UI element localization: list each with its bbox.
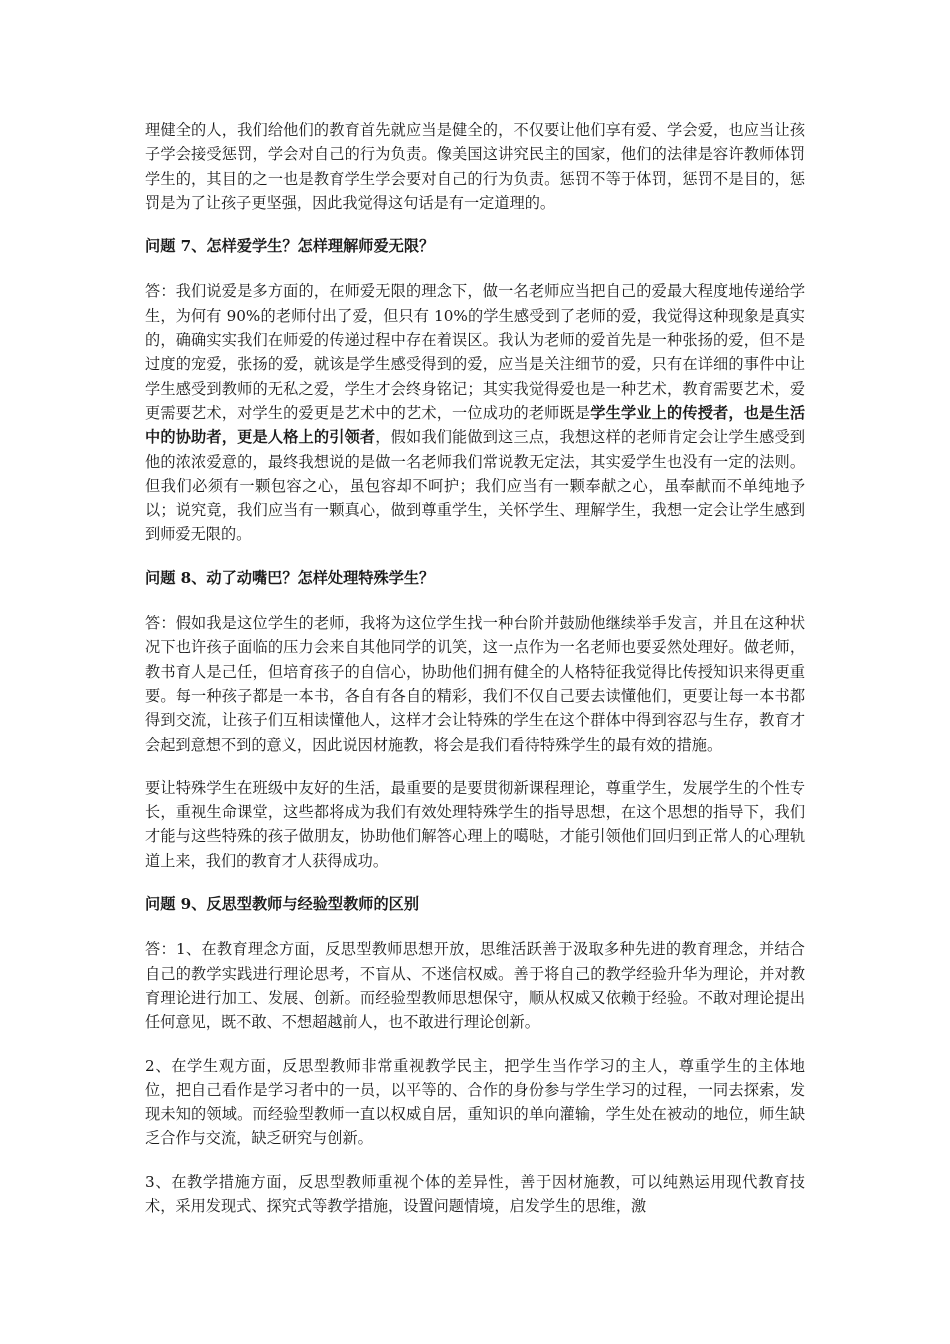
question-8-answer: 答：假如我是这位学生的老师，我将为这位学生找一种台阶并鼓励他继续举手发言，并且在这种状况下也许孩子面临的压力会来自其他同学的讥笑，这一点作为一名老师也要妥然处理好。做老师，教书育人是己任，但培育孩子的自信心，协助他们拥有健全的人格特征我觉得比传授知识来得更重要。每一种孩子都是一本书，各自有各自的精彩，我们不仅自己要去读懂他们，更要让每一本书都得到交流，让孩子们互相读懂他人，这样才会让特殊的学生在这个群体中得到容忍与生存，教育才会起到意想不到的意义，因此说因材施教，将会是我们看待特殊学生的最有效的措施。 (145, 614, 805, 754)
question-9-point-3: 3、在教学措施方面，反思型教师重视个体的差异性，善于因材施教，可以纯熟运用现代教育技术，采用发现式、探究式等教学措施，设置问题情境，启发学生的思维，激 (145, 1172, 805, 1215)
answer-text: ，假如我们能做到这三点，我想这样的老师肯定会让学生感受到他的浓浓爱意的，最终我想说的是做一名老师我们常说教无定法，其实爱学生也没有一定的法则。但我们必须有一颗包容之心，虽包容却不呵护；我们应当有一颗奉献之心，虽奉献而不单纯地予以；说究竟，我们应当有一颗真心，做到尊重学生，关怀学生、理解学生，我想一定会让学生感到到师爱无限的。 (145, 428, 806, 544)
question-8-heading: 问题 8、动了动嘴巴？怎样处理特殊学生？ (145, 568, 435, 587)
paragraph-intro: 理健全的人，我们给他们的教育首先就应当是健全的，不仅要让他们享有爱、学会爱，也应当让孩子学会接受惩罚，学会对自己的行为负责。像美国这讲究民主的国家，他们的法律是容许教师体罚学生的，其目的之一也是教育学生学会要对自己的行为负责。惩罚不等于体罚，惩罚不是目的，惩罚是为了让孩子更坚强，因此我觉得这句话是有一定道理的。 (145, 121, 805, 212)
question-7-heading: 问题 7、怎样爱学生？怎样理解师爱无限？ (145, 237, 435, 256)
question-7-answer (145, 279, 805, 546)
answer-text: 答：我们说爱是多方面的，在师爱无限的理念下，做一名老师应当把自己的爱最大程度地传递给学生，为何有 90%的老师付出了爱，但只有 10%的学生感受到了老师的爱，我觉得这种现象是真实的，确确实实我们在师爱的传递过程中存在着误区。我认为老师的爱首先是一种张扬的爱，但不是过度的宠爱，张扬的爱，就该是学生感受得到的爱，应当是关注细节的爱，只有在详细的事件中让学生感受到教师的无私之爱，学生才会终身铭记；其实我觉得爱也是一种艺术，教育需要艺术，爱更需要艺术，对学生的爱更是艺术中的艺术，一位成功的老师既是 (145, 282, 805, 422)
question-9-point-2: 2、在学生观方面，反思型教师非常重视教学民主，把学生当作学习的主人，尊重学生的主体地位，把自己看作是学习者中的一员，以平等的、合作的身份参与学生学习的过程，一同去探索，发现未知的领域。而经验型教师一直以权威自居，重知识的单向灌输，学生处在被动的地位，师生缺乏合作与交流，缺乏研究与创新。 (145, 1056, 805, 1148)
question-9-heading: 问题 9、反思型教师与经验型教师的区别 (145, 895, 420, 914)
answer-emphasis: 学生学业上的传授者，也是生活中的协助者，更是人格上的引领者 (145, 403, 806, 447)
document-body (145, 118, 805, 1237)
question-9-point-1: 答：1、在教育理念方面，反思型教师思想开放，思维活跃善于汲取多种先进的教育理念，并结合自己的教学实践进行理论思考，不盲从、不迷信权威。善于将自己的教学经验升华为理论，并对教育理论进行加工、发展、创新。而经验型教师思想保守，顺从权威又依赖于经验。不敢对理论提出任何意见，既不敢、不想超越前人，也不敢进行理论创新。 (145, 940, 805, 1032)
question-8-paragraph-2: 要让特殊学生在班级中友好的生活，最重要的是要贯彻新课程理论，尊重学生，发展学生的个性专长，重视生命课堂，这些都将成为我们有效处理特殊学生的指导思想，在这个思想的指导下，我们才能与这些特殊的孩子做朋友，协助他们解答心理上的噶哒，才能引领他们回归到正常人的心理轨道上来，我们的教育才人获得成功。 (145, 778, 805, 870)
